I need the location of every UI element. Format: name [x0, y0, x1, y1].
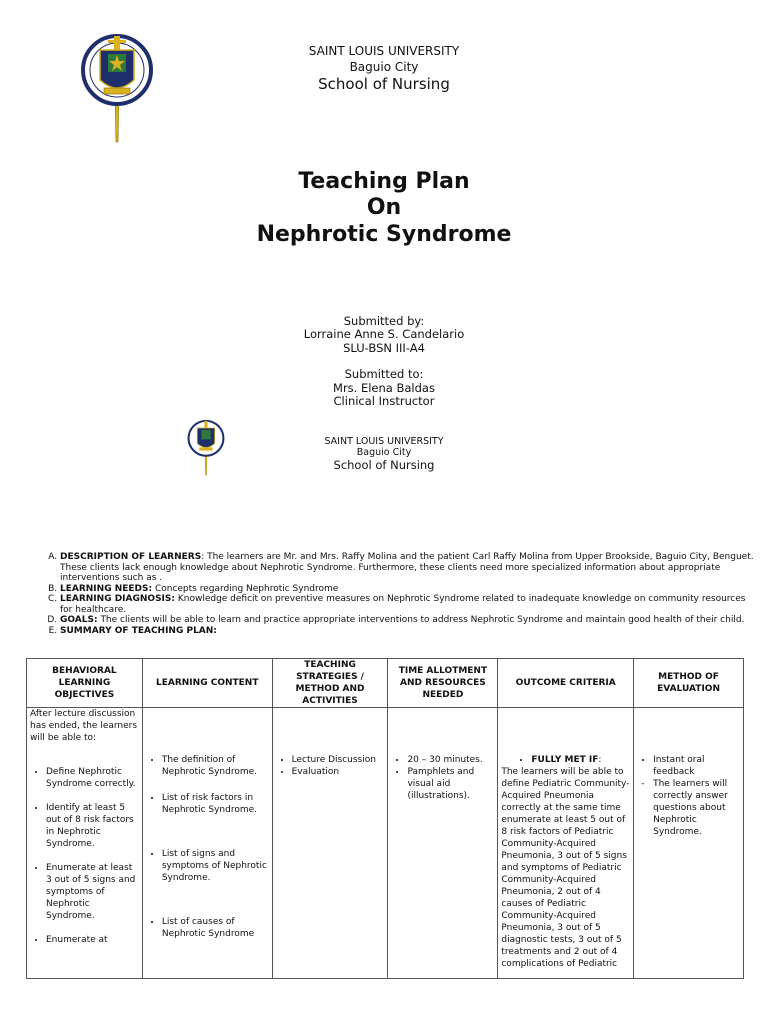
- outcome-text: The learners will be able to define Pediatric Community-Acquired Pneumonia correctly at the same time enumerate at least 5 out of 8 risk factors of Pediatric Community-Acquired Pneumonia, 3 out of 5 signs and symptoms of Pediatric Community-Acquired Pneumonia, 2 out of 4 causes of Pediatric Community-Acquired Pneumonia, 3 out of 5 diagnostic tests, 3 out of 5 treatments and 2 out of 4 complications of Pediatric: [501, 767, 630, 969]
- header-evaluation: METHOD OF EVALUATION: [634, 659, 744, 708]
- list-item: • Enumerate at: [46, 934, 139, 946]
- header-strategies: TEACHING STRATEGIES / METHOD AND ACTIVITIES: [272, 659, 388, 708]
- list-item: • Instant oral feedback: [653, 754, 740, 778]
- submitted-by-section: SLU-BSN III-A4: [343, 341, 425, 355]
- objectives-intro: After lecture discussion has ended, the learners will be able to:: [30, 709, 138, 743]
- cell-strategies: [272, 708, 388, 979]
- header-content: LEARNING CONTENT: [142, 659, 272, 708]
- university-name: SAINT LOUIS UNIVERSITY: [308, 44, 460, 58]
- school-name: School of Nursing: [318, 75, 450, 93]
- list-item: • List of causes of Nephrotic Syndrome: [162, 916, 269, 940]
- footer-university-city: Baguio City: [356, 447, 412, 458]
- cell-objectives: [27, 708, 143, 979]
- section-learning-needs: B. LEARNING NEEDS: Concepts regarding Nephrotic Syndrome: [60, 584, 760, 595]
- list-item: • List of signs and symptoms of Nephrotic Syndrome.: [162, 848, 269, 884]
- outcome-label: FULLY MET IF: [531, 755, 599, 765]
- section-learning-diagnosis: C. LEARNING DIAGNOSIS: Knowledge deficit on preventive measures on Nephrotic Syndrome related to inadequate knowledge on community resources for healthcare.: [60, 594, 760, 615]
- list-item: • Evaluation: [292, 766, 385, 778]
- submitted-by-label: Submitted by:: [343, 314, 425, 328]
- university-city: Baguio City: [349, 60, 419, 74]
- submitted-to-name: Mrs. Elena Baldas: [333, 381, 435, 395]
- title-line-2: On: [366, 195, 402, 220]
- section-goals: D. GOALS: The clients will be able to learn and practice appropriate interventions to address Nephrotic Syndrome and maintain good health of their child.: [60, 615, 760, 626]
- header-time: TIME ALLOTMENT AND RESOURCES NEEDED: [388, 659, 498, 708]
- cell-evaluation: [634, 708, 744, 979]
- list-item: • 20 – 30 minutes.: [407, 754, 494, 766]
- cell-content: [142, 708, 272, 979]
- teaching-plan-table: [26, 658, 744, 979]
- list-item: • Define Nephrotic Syndrome correctly.: [46, 766, 139, 790]
- table-header-row: [27, 659, 744, 708]
- header-objectives: BEHAVIORAL LEARNING OBJECTIVES: [27, 659, 143, 708]
- title-line-1: Teaching Plan: [298, 169, 470, 194]
- cell-time: [388, 708, 498, 979]
- footer-school-name: School of Nursing: [333, 458, 435, 472]
- header-outcome: OUTCOME CRITERIA: [498, 659, 634, 708]
- list-item: • Lecture Discussion: [292, 754, 385, 766]
- list-item: • List of risk factors in Nephrotic Syndrome.: [162, 792, 269, 816]
- list-item: • The definition of Nephrotic Syndrome.: [162, 754, 269, 778]
- submitted-by-name: Lorraine Anne S. Candelario: [303, 327, 465, 341]
- footer-university-name: SAINT LOUIS UNIVERSITY: [324, 436, 444, 447]
- list-item: • Pamphlets and visual aid (illustrations).: [407, 766, 494, 802]
- cell-outcome: • FULLY MET IF: The learners will be able to define Pediatric Community-Acquired Pneumonia correctly at the same time enumerate at least 5 out of 8 risk factors of Pediatric Community-Acquired Pneumonia, 3 out of 5 signs and symptoms of Pediatric Community-Acquired Pneumonia, 2 out of 4 causes of Pediatric Community-Acquired Pneumonia, 3 out of 5 diagnostic tests, 3 out of 5 treatments and 2 out of 4 complications of Pediatric: [498, 708, 634, 979]
- list-item: • Enumerate at least 3 out of 5 signs and symptoms of Nephrotic Syndrome.: [46, 862, 139, 922]
- table-row: [27, 708, 744, 979]
- list-item: • Identify at least 5 out of 8 risk factors in Nephrotic Syndrome.: [46, 802, 139, 850]
- section-summary: E. SUMMARY OF TEACHING PLAN:: [60, 626, 760, 637]
- title-line-3: Nephrotic Syndrome: [256, 222, 512, 247]
- section-description: A. DESCRIPTION OF LEARNERS: The learners are Mr. and Mrs. Raffy Molina and the patient Carl Raffy Molina from Upper Brookside, Baguio City, Benguet. These clients lack enough knowledge about Nephrotic Syndrome. Furthermore, these clients need more specialized information about appropriate interventions such as .: [60, 552, 760, 584]
- plan-sections: [38, 552, 760, 636]
- submitted-to-label: Submitted to:: [344, 367, 424, 381]
- submitted-to-role: Clinical Instructor: [333, 394, 435, 408]
- list-item: - The learners will correctly answer questions about Nephrotic Syndrome.: [653, 778, 740, 838]
